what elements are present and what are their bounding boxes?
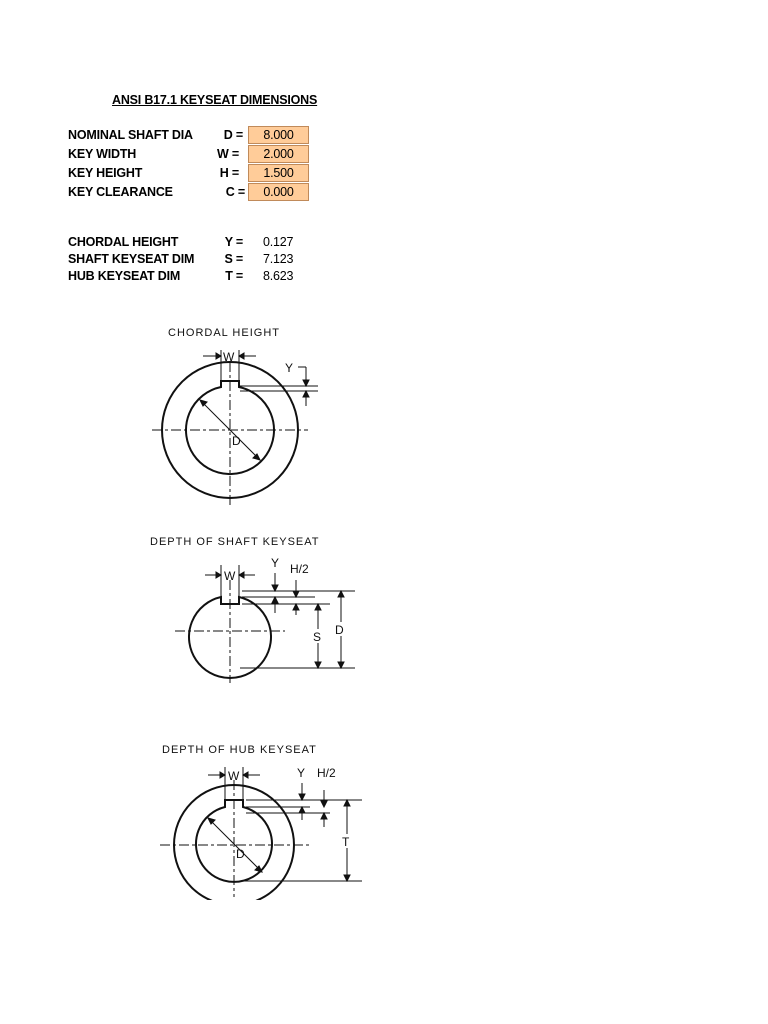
- output-label: HUB KEYSEAT DIM: [68, 269, 181, 283]
- input-symbol: W =: [217, 147, 239, 161]
- sheet-title: ANSI B17.1 KEYSEAT DIMENSIONS: [112, 93, 318, 107]
- input-symbol: D =: [223, 128, 243, 142]
- key-height-cell[interactable]: 1.500: [248, 164, 309, 182]
- input-label: KEY CLEARANCE: [68, 185, 173, 199]
- shaft-dia-cell[interactable]: 8.000: [248, 126, 309, 144]
- output-label: SHAFT KEYSEAT DIM: [68, 252, 195, 266]
- w-label: W: [223, 350, 235, 364]
- key-clearance-cell[interactable]: 0.000: [248, 183, 309, 201]
- output-label: CHORDAL HEIGHT: [68, 235, 179, 249]
- hub-keyseat-value: 8.623: [263, 269, 294, 283]
- y-label: Y: [285, 361, 294, 375]
- input-label: NOMINAL SHAFT DIA: [68, 128, 193, 142]
- input-label: KEY WIDTH: [68, 147, 137, 161]
- shaft-keyseat-value: 7.123: [263, 252, 294, 266]
- input-symbol: C =: [225, 185, 245, 199]
- output-symbol: S =: [224, 252, 243, 266]
- d-label: D: [232, 434, 241, 448]
- output-symbol: T =: [225, 269, 243, 283]
- figure-chordal-height: [70, 300, 410, 515]
- h2-label: H/2: [290, 562, 309, 576]
- figure-caption: DEPTH OF SHAFT KEYSEAT: [150, 536, 320, 548]
- w-label: W: [228, 769, 240, 783]
- key-width-cell[interactable]: 2.000: [248, 145, 309, 163]
- y-label: Y: [271, 556, 280, 570]
- input-label: KEY HEIGHT: [68, 166, 143, 180]
- figure-caption: CHORDAL HEIGHT: [168, 327, 280, 339]
- figure-caption: DEPTH OF HUB KEYSEAT: [162, 744, 317, 756]
- input-symbol: H =: [219, 166, 239, 180]
- chordal-height-value: 0.127: [263, 235, 294, 249]
- figure-hub-keyseat: [70, 735, 410, 900]
- s-label: S: [313, 630, 322, 644]
- t-label: T: [342, 835, 350, 849]
- y-label: Y: [297, 766, 306, 780]
- output-symbol: Y =: [224, 235, 243, 249]
- h2-label: H/2: [317, 766, 336, 780]
- w-label: W: [224, 569, 236, 583]
- d-label: D: [236, 847, 245, 861]
- d-label: D: [335, 623, 344, 637]
- figure-shaft-keyseat: [70, 525, 410, 695]
